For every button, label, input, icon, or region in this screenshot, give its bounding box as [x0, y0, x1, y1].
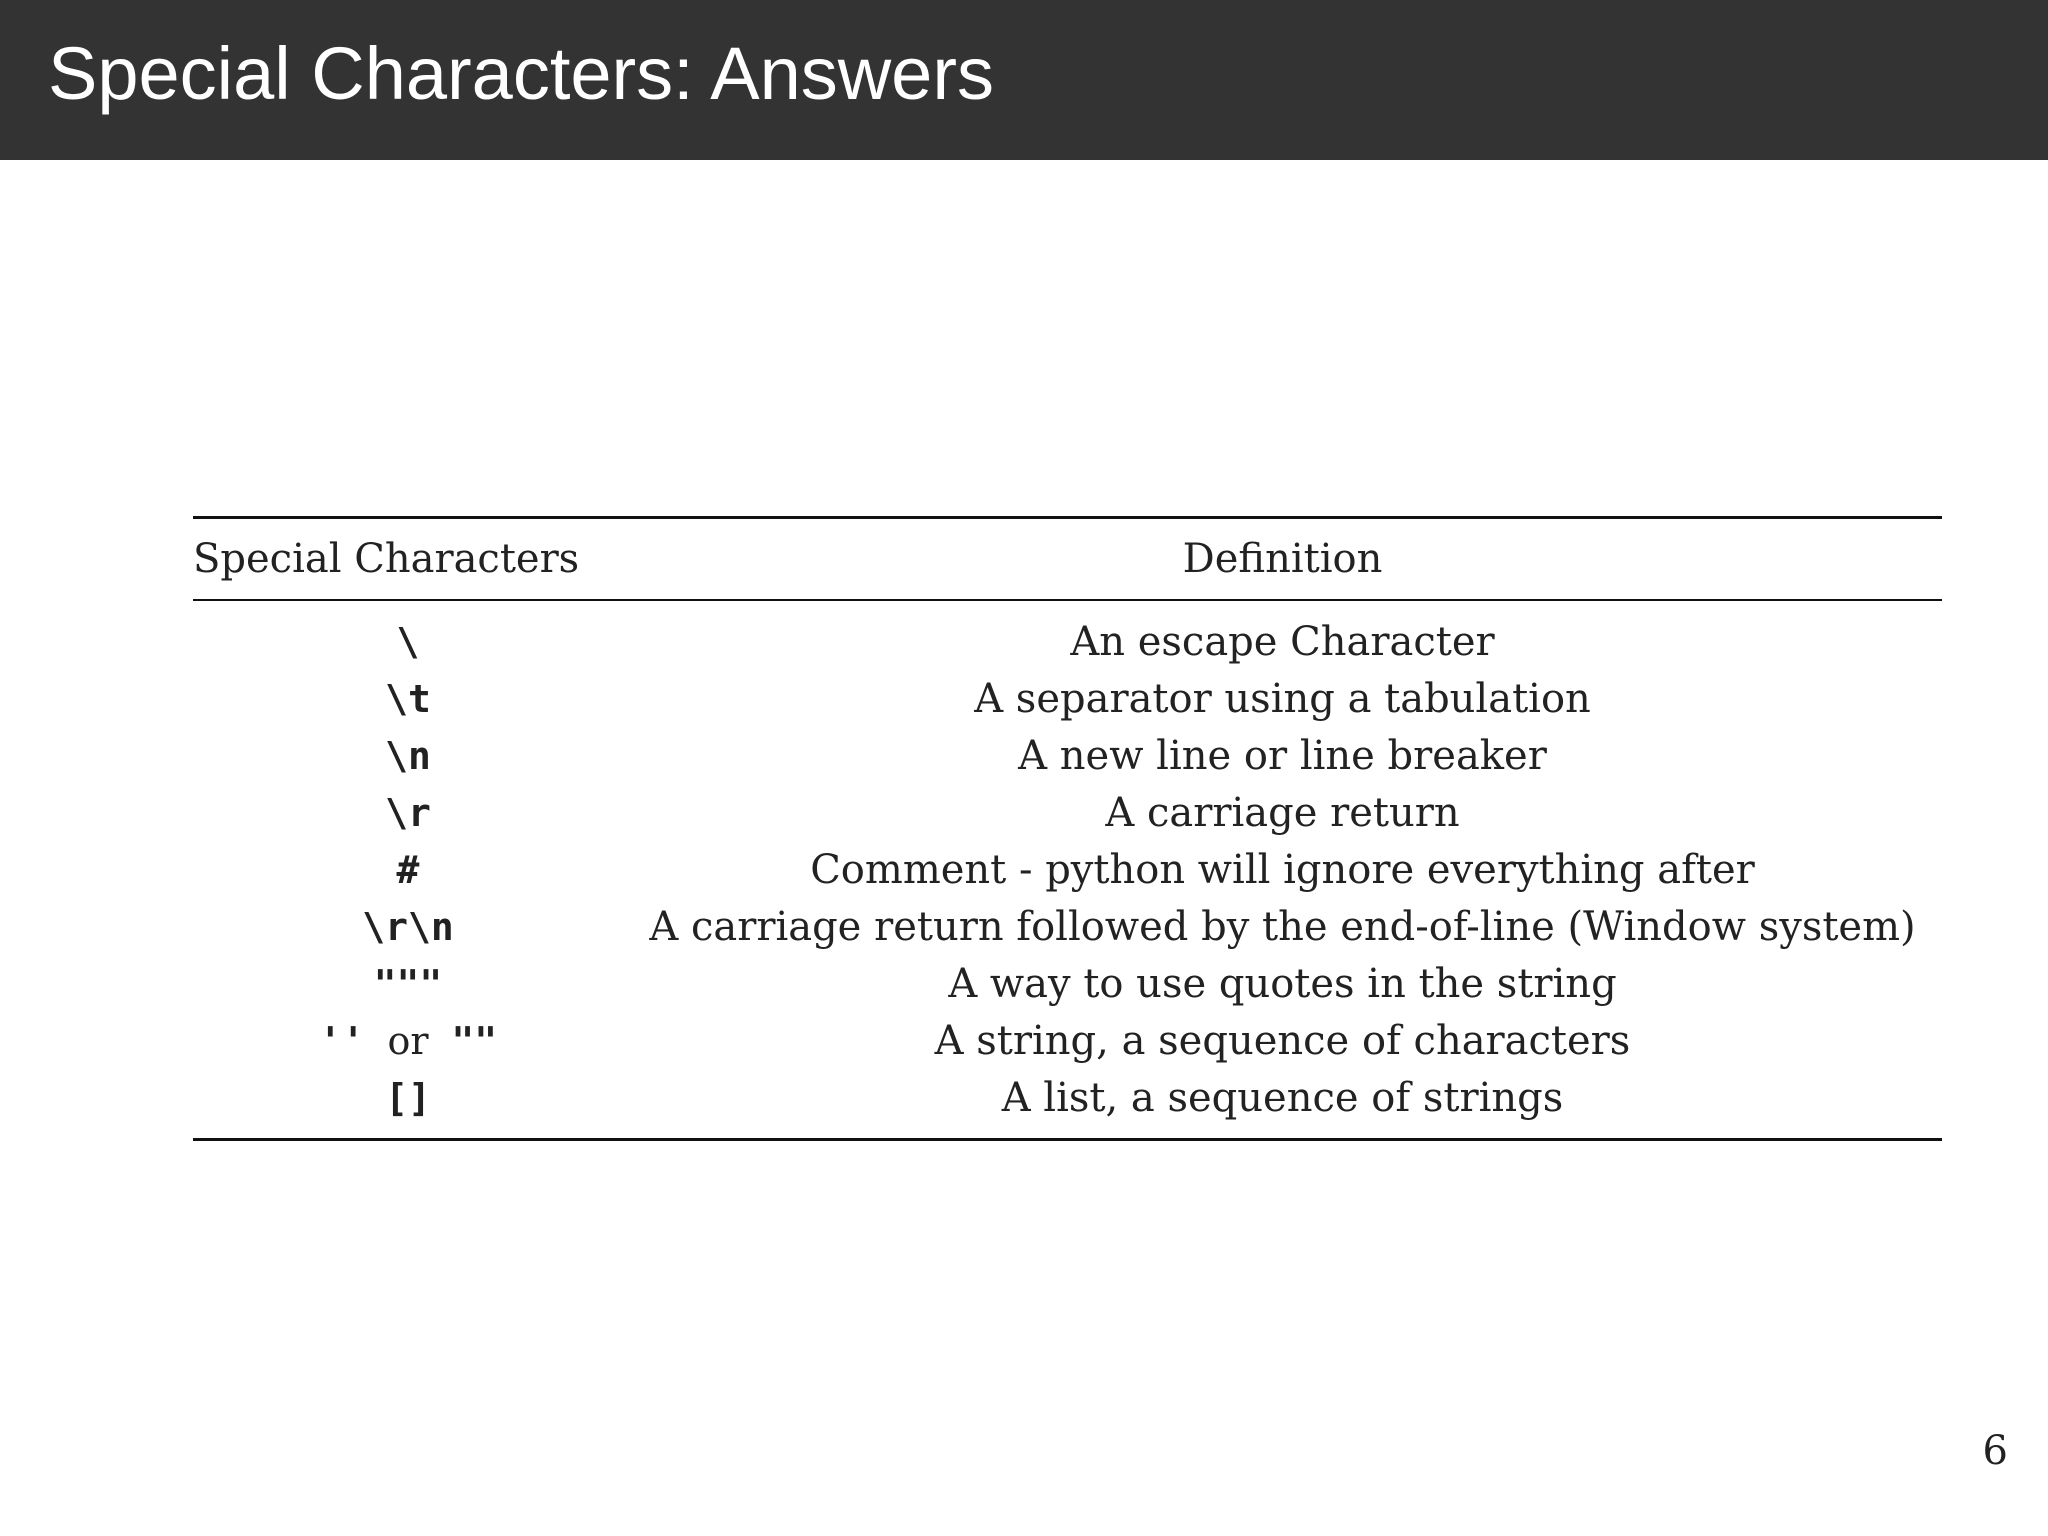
- table-header: [193, 518, 1942, 601]
- definition-cell: An escape Character: [1070, 618, 1495, 665]
- header-definition: Definition: [623, 518, 1942, 601]
- table-row: [193, 841, 1942, 898]
- special-character-cell: []: [193, 1069, 623, 1140]
- table-row: [193, 1012, 1942, 1069]
- special-character-cell: \r\n: [362, 904, 454, 949]
- page-number: 6: [1982, 1428, 2008, 1474]
- special-character-cell: \: [396, 619, 420, 664]
- special-characters-table-container: [193, 516, 1942, 1141]
- slide-title: Special Characters: Answers: [48, 32, 994, 115]
- header-row: [193, 518, 1942, 601]
- table-body: [193, 600, 1942, 1140]
- definition-cell: A carriage return followed by the end-of-line (Window system): [649, 903, 1916, 950]
- double-quotes-glyph: "": [451, 1018, 498, 1063]
- or-word: or: [387, 1018, 429, 1063]
- single-quotes-glyph: '': [318, 1018, 365, 1063]
- definition-cell: Comment - python will ignore everything after: [810, 846, 1755, 893]
- definition-cell: A list, a sequence of strings: [623, 1069, 1942, 1140]
- table-row: [193, 727, 1942, 784]
- table-row: [193, 784, 1942, 841]
- table-row: [193, 898, 1942, 955]
- definition-cell: A separator using a tabulation: [974, 675, 1591, 722]
- definition-cell: A new line or line breaker: [1018, 732, 1547, 779]
- header-special-characters: Special Characters: [193, 518, 623, 601]
- definition-cell: A way to use quotes in the string: [948, 960, 1617, 1007]
- table-row: [193, 955, 1942, 1012]
- table-row: [193, 600, 1942, 670]
- table-row: [193, 1069, 1942, 1140]
- title-bar: [0, 0, 2048, 160]
- special-character-cell: """: [373, 961, 443, 1006]
- special-character-cell: [193, 1012, 623, 1069]
- special-character-cell: \t: [385, 676, 431, 721]
- definition-cell: A string, a sequence of characters: [934, 1017, 1631, 1064]
- special-character-cell: \r: [385, 790, 431, 835]
- special-characters-table: [193, 516, 1942, 1141]
- special-character-cell: \n: [385, 733, 431, 778]
- table-row: [193, 670, 1942, 727]
- special-character-cell: #: [396, 847, 420, 892]
- definition-cell: A carriage return: [1105, 789, 1460, 836]
